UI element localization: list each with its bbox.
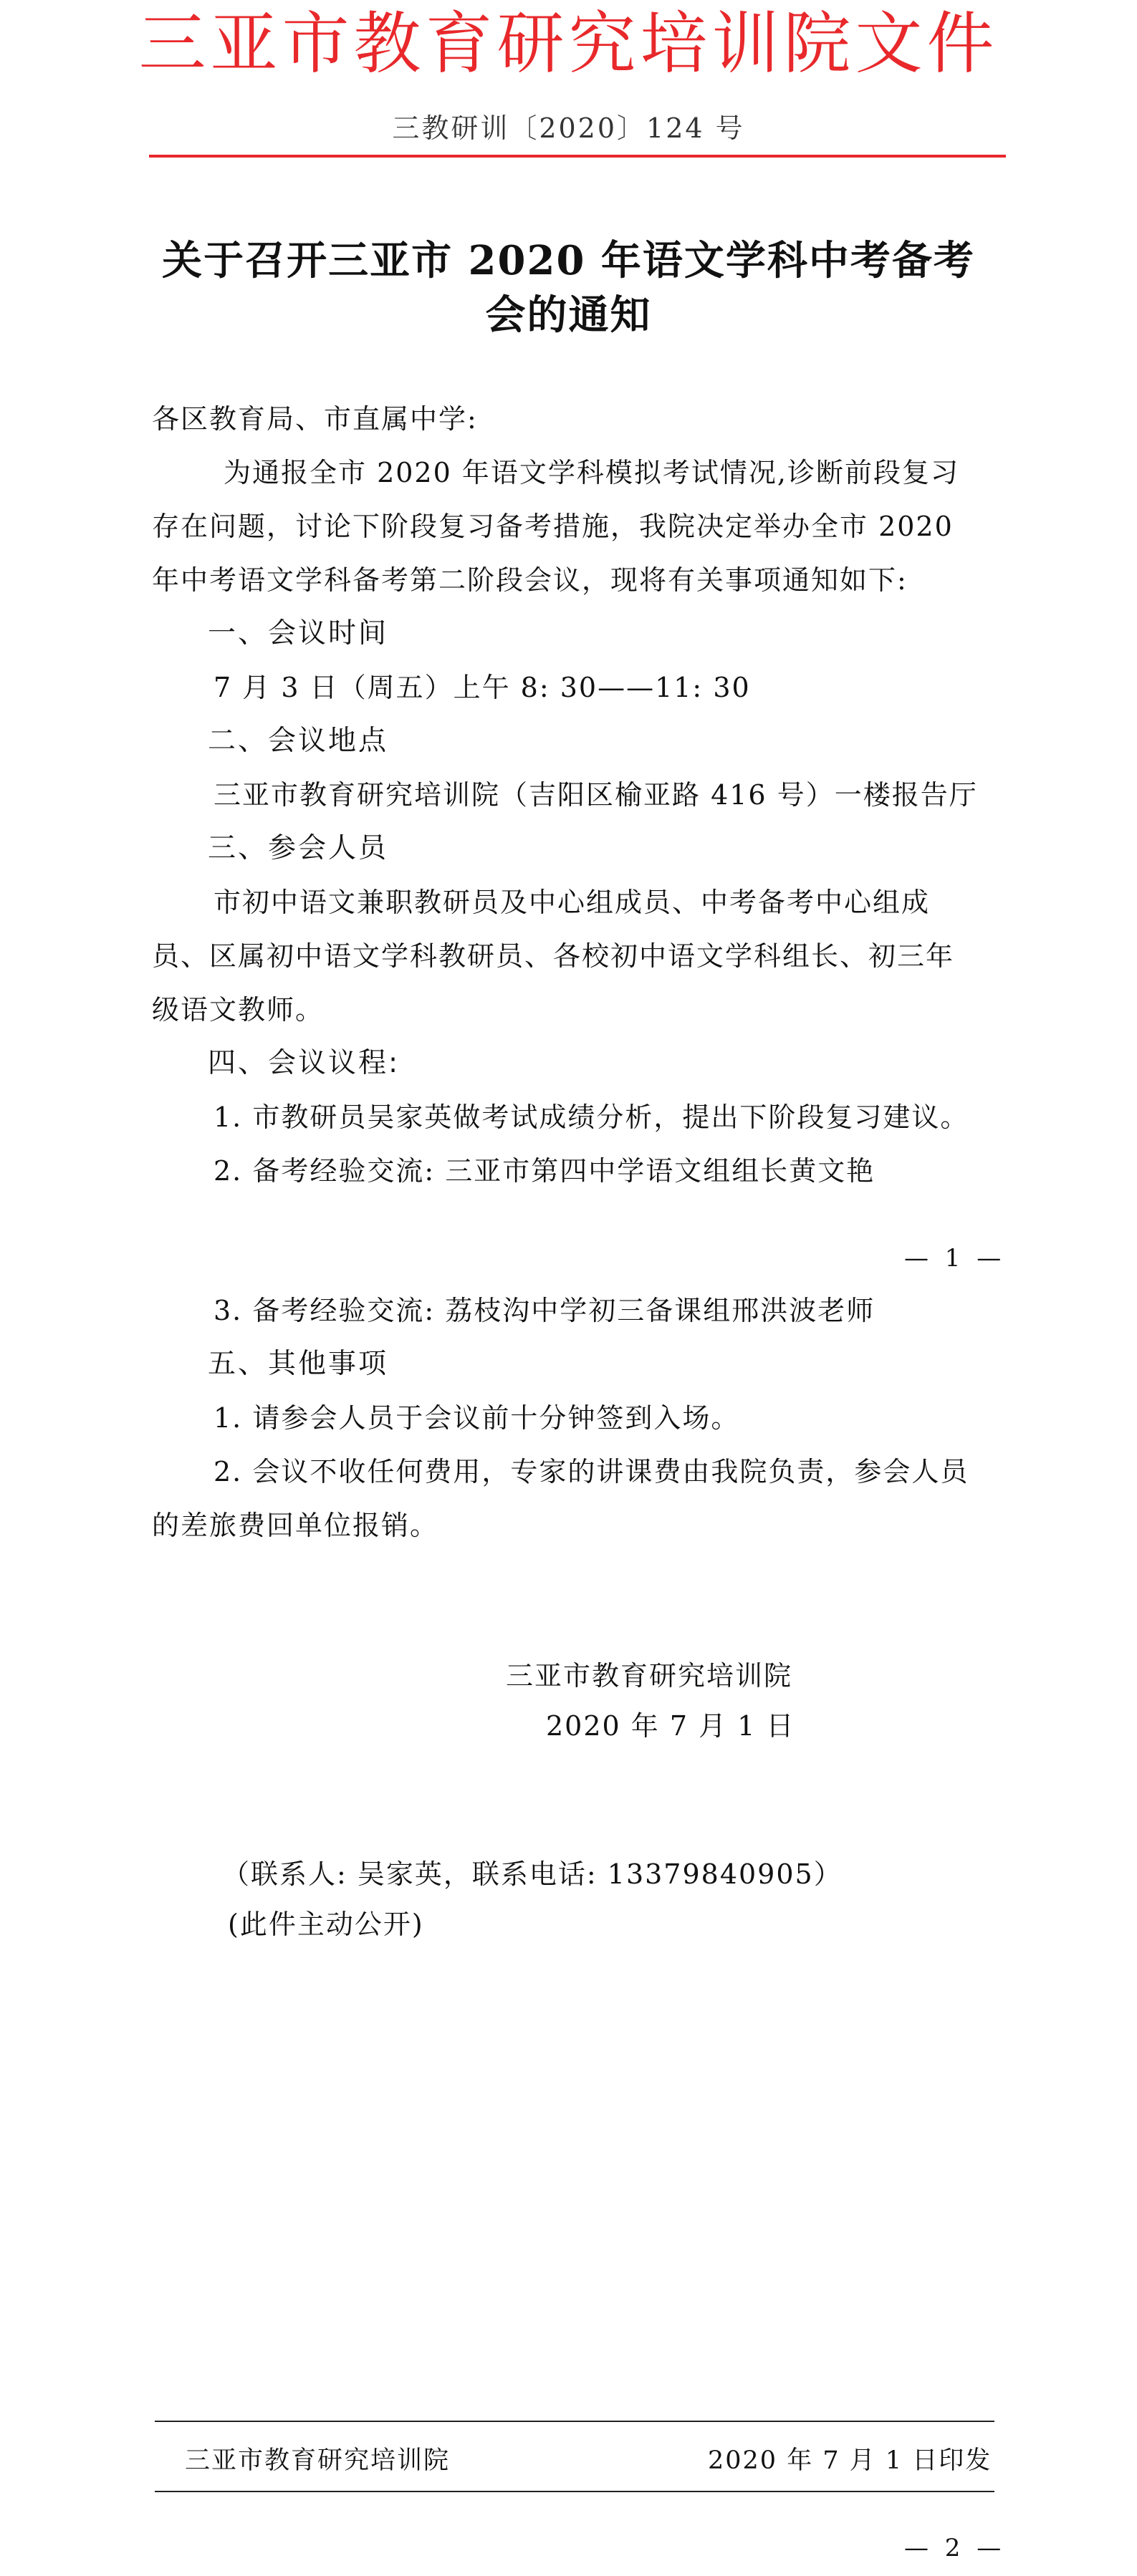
other-item-1: 1. 请参会人员于会议前十分钟签到入场。 bbox=[214, 1402, 740, 1434]
footer-rule-bottom bbox=[155, 2491, 994, 2492]
page-number-2: — 2 — bbox=[904, 2534, 1006, 2562]
notice-title-line-2: 会的通知 bbox=[485, 291, 652, 339]
other-item-2-line-2: 的差旅费回单位报销。 bbox=[152, 1510, 439, 1541]
attendees-line-1: 市初中语文兼职教研员及中心组成员、中考备考中心组成 bbox=[214, 887, 931, 918]
section-heading-time: 一、会议时间 bbox=[208, 617, 389, 650]
other-item-2-line-1: 2. 会议不收任何费用，专家的讲课费由我院负责，参会人员 bbox=[214, 1456, 969, 1487]
header-org-title: 三亚市教育研究培训院文件 bbox=[138, 5, 999, 83]
disclosure-note: (此件主动公开) bbox=[228, 1909, 424, 1940]
section-heading-agenda: 四、会议议程: bbox=[208, 1047, 400, 1079]
attendees-line-3: 级语文教师。 bbox=[152, 994, 325, 1026]
notice-title-line-1: 关于召开三亚市 2020 年语文学科中考备考 bbox=[162, 237, 975, 284]
attendees-line-2: 员、区属初中语文学科教研员、各校初中语文学科组长、初三年 bbox=[152, 940, 955, 972]
meeting-time-text: 7 月 3 日（周五）上午 8: 30——11: 30 bbox=[214, 672, 751, 703]
signature-date: 2020 年 7 月 1 日 bbox=[546, 1710, 795, 1742]
agenda-item-1: 1. 市教研员吴家英做考试成绩分析，提出下阶段复习建议。 bbox=[214, 1101, 969, 1133]
red-divider bbox=[149, 155, 1006, 158]
meeting-place-text: 三亚市教育研究培训院（吉阳区榆亚路 416 号）一楼报告厅 bbox=[214, 779, 978, 811]
signature-org: 三亚市教育研究培训院 bbox=[506, 1660, 793, 1692]
document-number: 三教研训〔2020〕124 号 bbox=[392, 112, 745, 144]
agenda-item-3: 3. 备考经验交流: 荔枝沟中学初三备课组邢洪波老师 bbox=[214, 1295, 875, 1326]
section-heading-place: 二、会议地点 bbox=[208, 725, 389, 757]
intro-line-1: 为通报全市 2020 年语文学科模拟考试情况,诊断前段复习 bbox=[224, 457, 959, 488]
intro-line-2: 存在问题，讨论下阶段复习备考措施，我院决定举办全市 2020 bbox=[152, 511, 954, 542]
section-heading-attendees: 三、参会人员 bbox=[208, 832, 389, 864]
section-heading-other: 五、其他事项 bbox=[208, 1348, 389, 1380]
page-number-1: — 1 — bbox=[904, 1244, 1006, 1273]
contact-info: （联系人: 吴家英，联系电话: 13379840905） bbox=[222, 1858, 843, 1890]
footer-print-date: 2020 年 7 月 1 日印发 bbox=[708, 2446, 992, 2475]
intro-line-3: 年中考语文学科备考第二阶段会议，现将有关事项通知如下: bbox=[152, 564, 908, 596]
salutation: 各区教育局、市直属中学: bbox=[152, 403, 478, 435]
footer-rule-top bbox=[155, 2421, 994, 2422]
agenda-item-2: 2. 备考经验交流: 三亚市第四中学语文组组长黄文艳 bbox=[214, 1155, 875, 1187]
footer-issuer: 三亚市教育研究培训院 bbox=[185, 2446, 451, 2475]
